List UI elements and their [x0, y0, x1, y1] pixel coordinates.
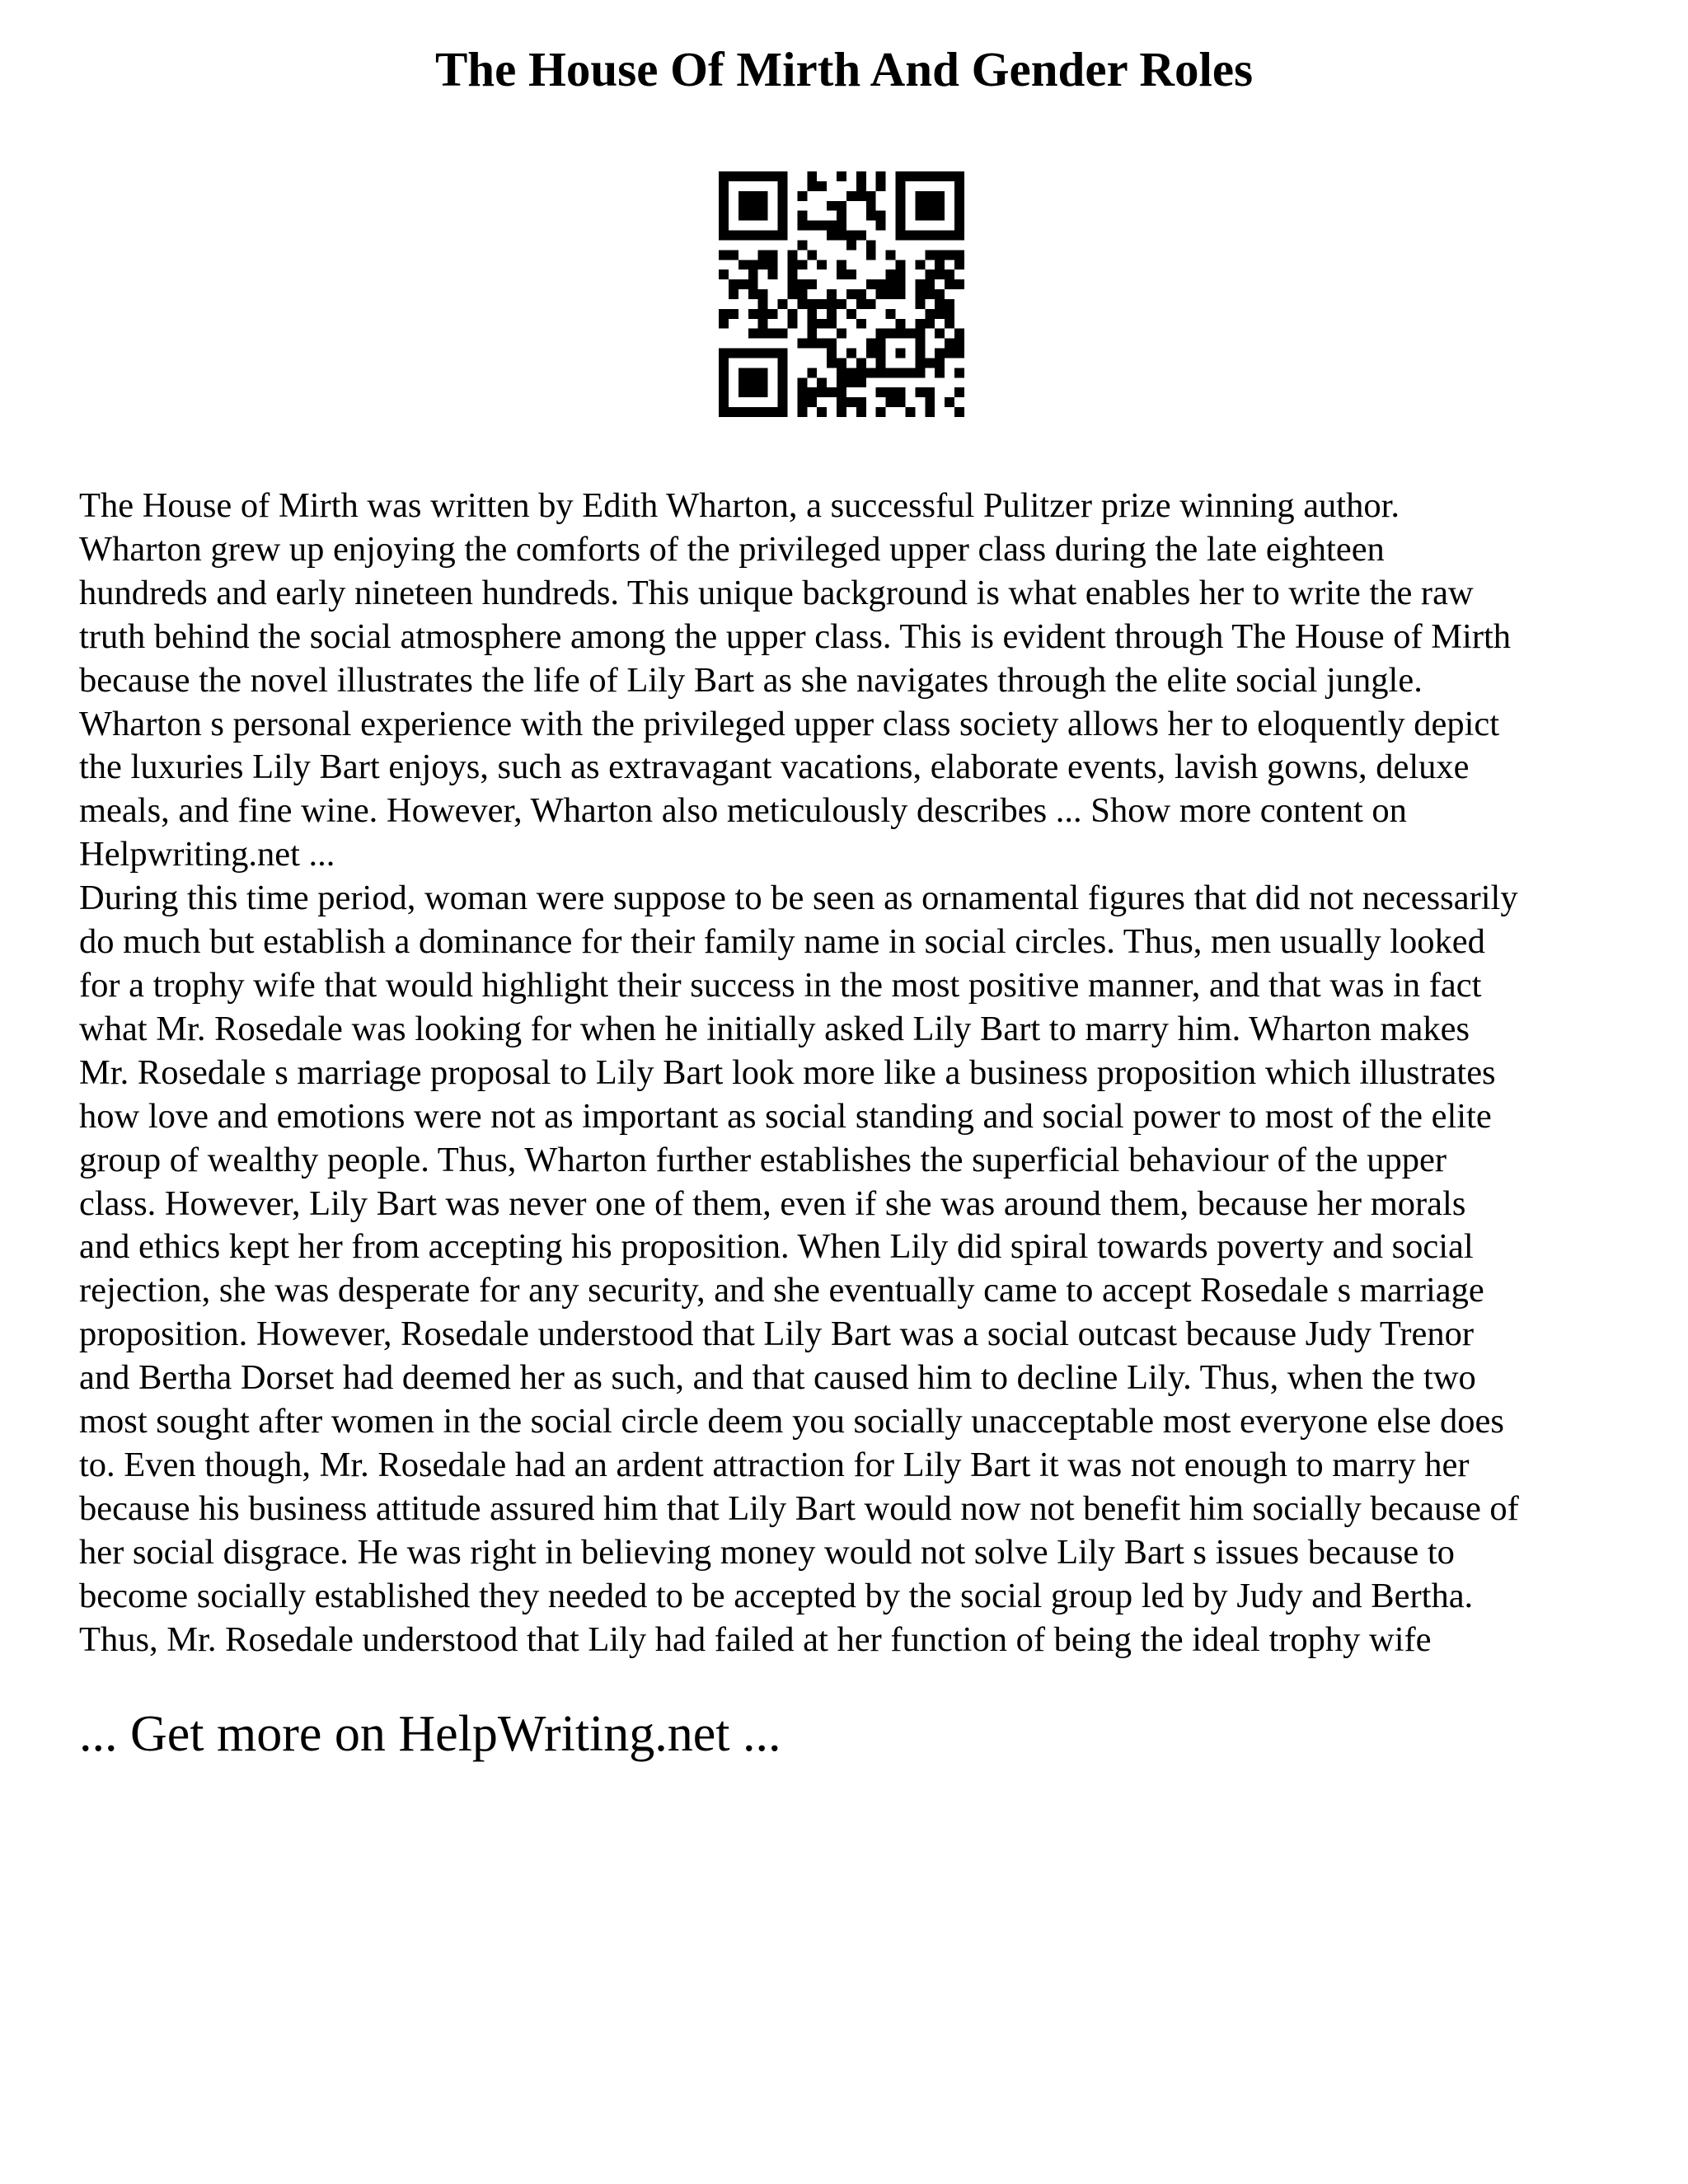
get-more-link[interactable]: ... Get more on HelpWriting.net ... [79, 1706, 781, 1762]
qr-code-icon [719, 171, 964, 417]
article-body: The House of Mirth was written by Edith Wharton, a successful Pulitzer prize winning author. Wharton grew up enjoying the comforts of the privileged upper class during the late eighteen hundreds and early nineteen hundreds. This unique background is what enables her to write the raw truth behind the social atmosphere among the upper class. This is evident through The House of Mirth because the novel illustrates the life of Lily Bart as she navigates through the elite social jungle. Wharton s personal experience with the privileged upper class society allows her to eloquently depict the luxuries Lily Bart enjoys, such as extravagant vacations, elaborate events, lavish gowns, deluxe meals, and fine wine. However, Wharton also meticulously describes ... Show more content on Helpwriting.net ... During this time period, woman were suppose to be seen as ornamental figures that did not necessarily do much but establish a dominance for their family name in social circles. Thus, men usually looked for a trophy wife that would highlight their success in the most positive manner, and that was in fact what Mr. Rosedale was looking for when he initially asked Lily Bart to marry him. Wharton makes Mr. Rosedale s marriage proposal to Lily Bart look more like a business proposition which illustrates how love and emotions were not as important as social standing and social power to most of the elite group of wealthy people. Thus, Wharton further establishes the superficial behaviour of the upper class. However, Lily Bart was never one of them, even if she was around them, because her morals and ethics kept her from accepting his proposition. When Lily did spiral towards poverty and social rejection, she was desperate for any security, and she eventually came to accept Rosedale s marriage proposition. However, Rosedale understood that Lily Bart was a social outcast because Judy Trenor and Bertha Dorset had deemed her as such, and that caused him to decline Lily. Thus, when the two most sought after women in the social circle deem you socially unacceptable most everyone else does to. Even though, Mr. Rosedale had an ardent attraction for Lily Bart it was not enough to marry her because his business attitude assured him that Lily Bart would now not benefit him socially because of her social disgrace. He was right in believing money would not solve Lily Bart s issues because to become socially established they needed to be accepted by the social group led by Judy and Bertha. Thus, Mr. Rosedale understood that Lily had failed at her function of being the ideal trophy wife [79, 486, 1519, 1659]
page-title: The House Of Mirth And Gender Roles [434, 42, 1254, 96]
